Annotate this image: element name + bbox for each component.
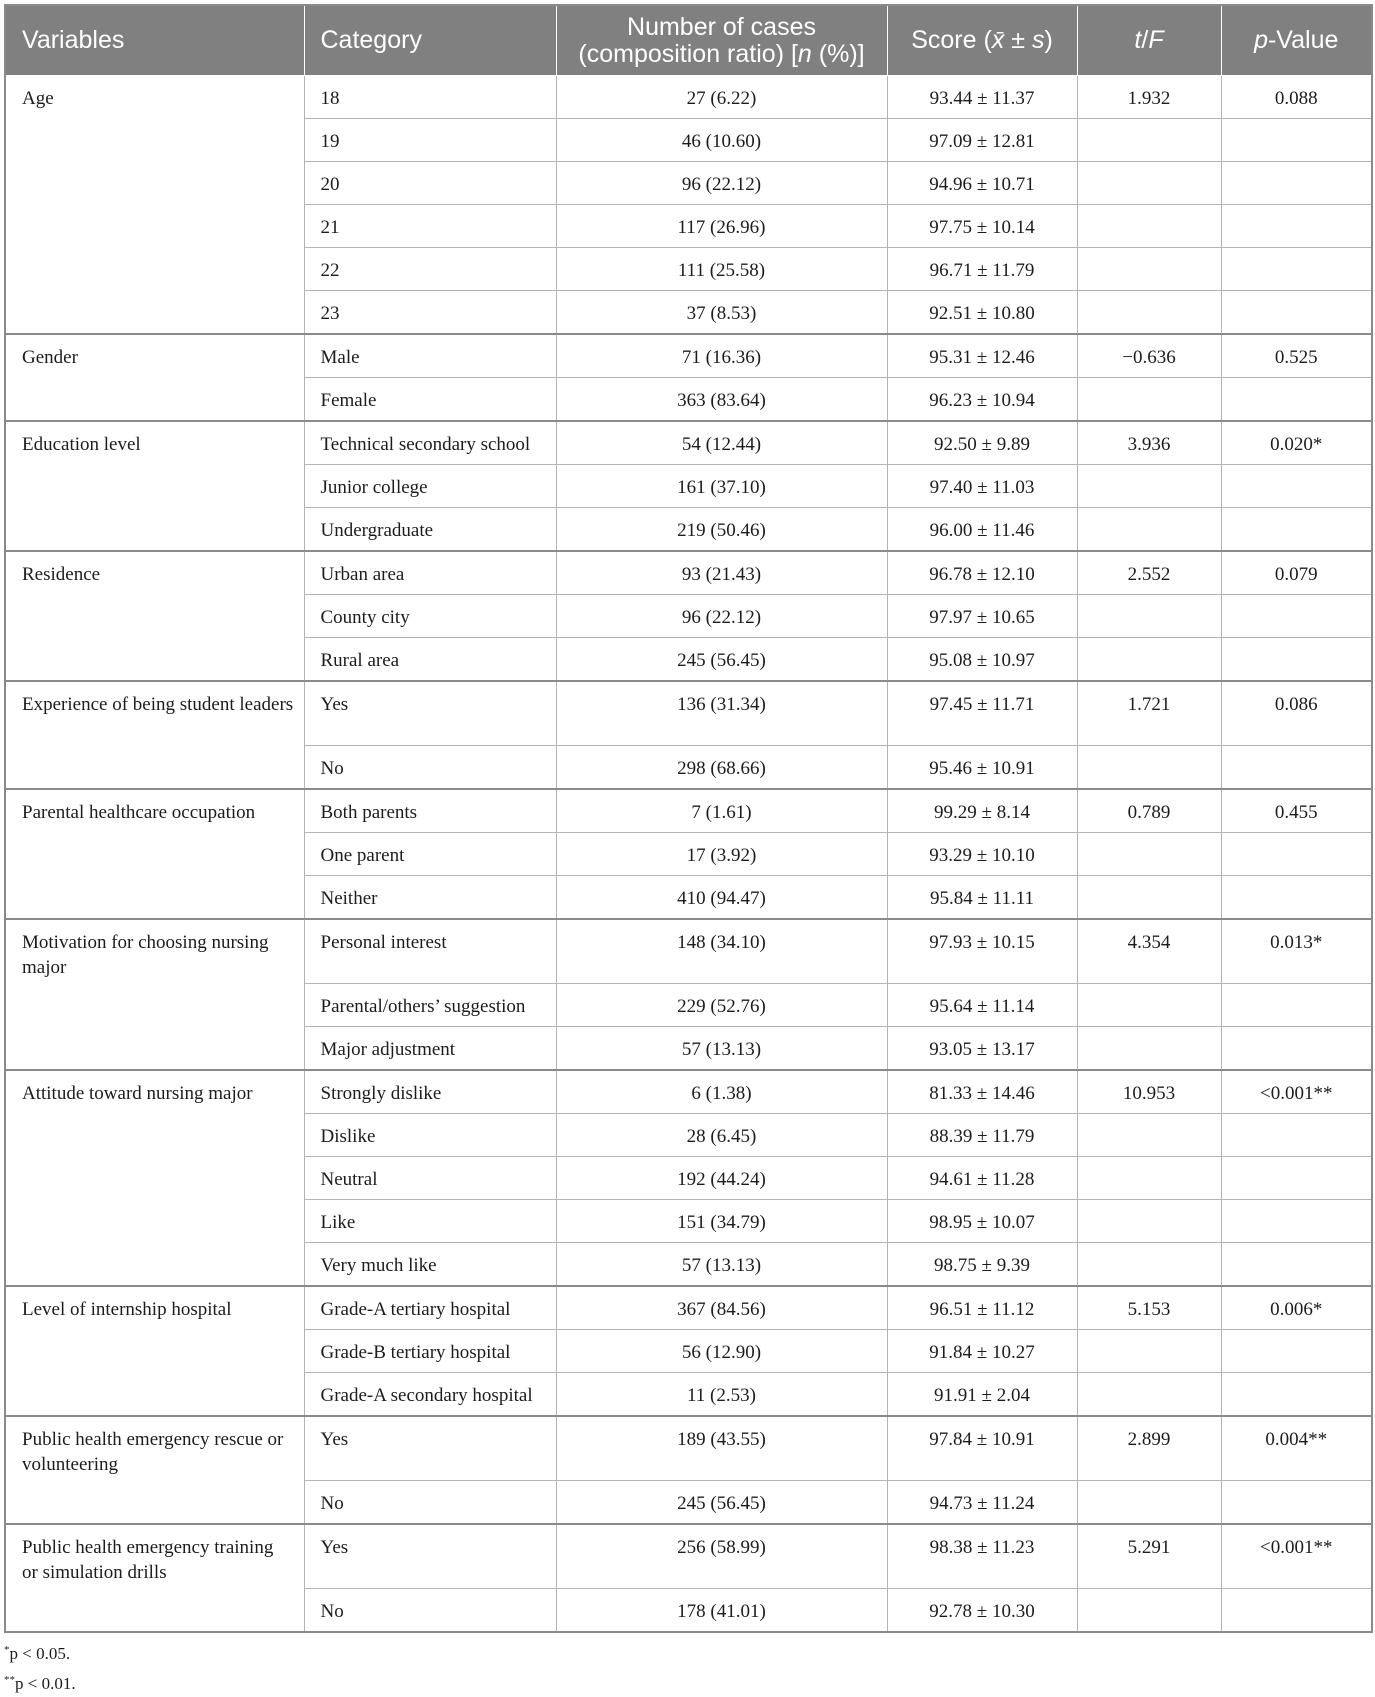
pvalue-cell (1221, 1481, 1372, 1525)
table-row (5, 551, 1372, 595)
cases-cell: 11 (2.53) (556, 1373, 887, 1417)
category-cell: Neutral (304, 1157, 556, 1200)
header-f: F (1148, 26, 1164, 54)
tf-cell (1077, 1114, 1221, 1157)
tf-cell (1077, 1200, 1221, 1243)
cases-cell: 256 (58.99) (556, 1524, 887, 1589)
pvalue-cell (1221, 465, 1372, 508)
tf-cell: 3.936 (1077, 421, 1221, 465)
cases-cell: 54 (12.44) (556, 421, 887, 465)
tf-cell (1077, 746, 1221, 790)
footnote-2-mark: ** (4, 1674, 15, 1686)
header-pvalue (1221, 5, 1372, 76)
score-cell: 81.33 ± 14.46 (887, 1070, 1077, 1114)
cases-cell: 245 (56.45) (556, 638, 887, 682)
table-row (5, 789, 1372, 833)
category-cell: 18 (304, 76, 556, 119)
table-row (5, 334, 1372, 378)
pvalue-cell (1221, 1157, 1372, 1200)
score-cell: 94.96 ± 10.71 (887, 162, 1077, 205)
tf-cell: 4.354 (1077, 919, 1221, 984)
tf-cell (1077, 162, 1221, 205)
score-cell: 94.73 ± 11.24 (887, 1481, 1077, 1525)
score-cell: 95.64 ± 11.14 (887, 984, 1077, 1027)
variable-cell: Experience of being student leaders (5, 681, 304, 789)
cases-cell: 57 (13.13) (556, 1243, 887, 1287)
table-row (5, 681, 1372, 746)
pvalue-cell (1221, 248, 1372, 291)
variable-cell: Residence (5, 551, 304, 681)
tf-cell (1077, 119, 1221, 162)
score-cell: 92.78 ± 10.30 (887, 1589, 1077, 1633)
category-cell: No (304, 1589, 556, 1633)
score-cell: 97.97 ± 10.65 (887, 595, 1077, 638)
pvalue-cell: 0.013* (1221, 919, 1372, 984)
tf-cell (1077, 1027, 1221, 1071)
category-cell: Yes (304, 681, 556, 746)
cases-cell: 229 (52.76) (556, 984, 887, 1027)
table-container (4, 4, 1371, 1697)
score-cell: 95.08 ± 10.97 (887, 638, 1077, 682)
cases-cell: 93 (21.43) (556, 551, 887, 595)
header-score-xbar: x̄ (991, 26, 1005, 54)
score-cell: 97.84 ± 10.91 (887, 1416, 1077, 1481)
variable-cell: Gender (5, 334, 304, 421)
header-score-post: ) (1044, 26, 1053, 54)
header-cases-line2-post: (%)] (811, 39, 865, 68)
category-cell: 21 (304, 205, 556, 248)
score-cell: 97.45 ± 11.71 (887, 681, 1077, 746)
header-slash: / (1141, 26, 1149, 54)
table-row (5, 919, 1372, 984)
cases-cell: 245 (56.45) (556, 1481, 887, 1525)
pvalue-cell: 0.020* (1221, 421, 1372, 465)
pvalue-cell: 0.006* (1221, 1286, 1372, 1330)
cases-cell: 178 (41.01) (556, 1589, 887, 1633)
category-cell: Grade-B tertiary hospital (304, 1330, 556, 1373)
pvalue-cell (1221, 595, 1372, 638)
score-cell: 96.51 ± 11.12 (887, 1286, 1077, 1330)
header-score-mid: ± (1004, 26, 1032, 54)
variable-cell: Age (5, 76, 304, 335)
tf-cell: −0.636 (1077, 334, 1221, 378)
cases-cell: 28 (6.45) (556, 1114, 887, 1157)
category-cell: 23 (304, 291, 556, 335)
header-cases-line2-pre: (composition ratio) [ (578, 39, 798, 68)
cases-cell: 219 (50.46) (556, 508, 887, 552)
header-cases-n: n (797, 39, 812, 68)
score-cell: 91.84 ± 10.27 (887, 1330, 1077, 1373)
category-cell: No (304, 1481, 556, 1525)
score-cell: 96.78 ± 12.10 (887, 551, 1077, 595)
category-cell: 20 (304, 162, 556, 205)
header-category: Category (304, 5, 556, 76)
header-p: p (1254, 26, 1268, 54)
variable-cell: Public health emergency training or simulation drills (5, 1524, 304, 1632)
pvalue-cell (1221, 1114, 1372, 1157)
cases-cell: 46 (10.60) (556, 119, 887, 162)
tf-cell: 2.552 (1077, 551, 1221, 595)
score-cell: 94.61 ± 11.28 (887, 1157, 1077, 1200)
header-tf (1077, 5, 1221, 76)
tf-cell (1077, 638, 1221, 682)
header-cases (556, 5, 887, 76)
tf-cell (1077, 378, 1221, 422)
tf-cell (1077, 595, 1221, 638)
pvalue-cell: 0.079 (1221, 551, 1372, 595)
pvalue-cell (1221, 1330, 1372, 1373)
cases-cell: 96 (22.12) (556, 162, 887, 205)
score-cell: 93.05 ± 13.17 (887, 1027, 1077, 1071)
footnote-2-text: p < 0.01. (15, 1674, 76, 1693)
footnote-1-mark: * (4, 1644, 10, 1656)
tf-cell (1077, 508, 1221, 552)
header-variables: Variables (5, 5, 304, 76)
score-cell: 92.50 ± 9.89 (887, 421, 1077, 465)
category-cell: Yes (304, 1524, 556, 1589)
pvalue-cell (1221, 833, 1372, 876)
variable-cell: Public health emergency rescue or volunteering (5, 1416, 304, 1524)
category-cell: Neither (304, 876, 556, 920)
cases-cell: 189 (43.55) (556, 1416, 887, 1481)
pvalue-cell (1221, 205, 1372, 248)
tf-cell (1077, 984, 1221, 1027)
cases-cell: 192 (44.24) (556, 1157, 887, 1200)
score-cell: 95.31 ± 12.46 (887, 334, 1077, 378)
category-cell: Very much like (304, 1243, 556, 1287)
cases-cell: 56 (12.90) (556, 1330, 887, 1373)
cases-cell: 17 (3.92) (556, 833, 887, 876)
variable-cell: Motivation for choosing nursing major (5, 919, 304, 1070)
cases-cell: 111 (25.58) (556, 248, 887, 291)
score-cell: 97.93 ± 10.15 (887, 919, 1077, 984)
pvalue-cell (1221, 876, 1372, 920)
tf-cell (1077, 833, 1221, 876)
category-cell: 22 (304, 248, 556, 291)
pvalue-cell (1221, 378, 1372, 422)
footnote-2 (4, 1667, 1371, 1697)
cases-cell: 7 (1.61) (556, 789, 887, 833)
cases-cell: 298 (68.66) (556, 746, 887, 790)
pvalue-cell (1221, 984, 1372, 1027)
tf-cell (1077, 248, 1221, 291)
cases-cell: 136 (31.34) (556, 681, 887, 746)
header-t: t (1134, 26, 1142, 54)
header-cases-line1: Number of cases (627, 12, 816, 41)
category-cell: Grade-A secondary hospital (304, 1373, 556, 1417)
cases-cell: 410 (94.47) (556, 876, 887, 920)
pvalue-cell: 0.088 (1221, 76, 1372, 119)
tf-cell: 1.721 (1077, 681, 1221, 746)
pvalue-cell: <0.001** (1221, 1524, 1372, 1589)
category-cell: No (304, 746, 556, 790)
tf-cell (1077, 1157, 1221, 1200)
cases-cell: 71 (16.36) (556, 334, 887, 378)
score-cell: 97.40 ± 11.03 (887, 465, 1077, 508)
footnote-1-text: p < 0.05. (9, 1644, 71, 1663)
cases-cell: 57 (13.13) (556, 1027, 887, 1071)
category-cell: Rural area (304, 638, 556, 682)
cases-cell: 27 (6.22) (556, 76, 887, 119)
tf-cell (1077, 291, 1221, 335)
score-cell: 95.46 ± 10.91 (887, 746, 1077, 790)
pvalue-cell: <0.001** (1221, 1070, 1372, 1114)
table-body (5, 76, 1372, 1633)
score-cell: 99.29 ± 8.14 (887, 789, 1077, 833)
cases-cell: 151 (34.79) (556, 1200, 887, 1243)
score-cell: 98.75 ± 9.39 (887, 1243, 1077, 1287)
tf-cell (1077, 1330, 1221, 1373)
pvalue-cell: 0.455 (1221, 789, 1372, 833)
score-cell: 97.09 ± 12.81 (887, 119, 1077, 162)
cases-cell: 148 (34.10) (556, 919, 887, 984)
table-header (5, 5, 1372, 76)
table-row (5, 1416, 1372, 1481)
cases-cell: 367 (84.56) (556, 1286, 887, 1330)
category-cell: Like (304, 1200, 556, 1243)
category-cell: Strongly dislike (304, 1070, 556, 1114)
category-cell: Dislike (304, 1114, 556, 1157)
footnote-1 (4, 1637, 1371, 1667)
score-cell: 92.51 ± 10.80 (887, 291, 1077, 335)
score-cell: 88.39 ± 11.79 (887, 1114, 1077, 1157)
header-row (5, 5, 1372, 76)
pvalue-cell: 0.004** (1221, 1416, 1372, 1481)
header-score (887, 5, 1077, 76)
category-cell: Yes (304, 1416, 556, 1481)
category-cell: Undergraduate (304, 508, 556, 552)
tf-cell: 1.932 (1077, 76, 1221, 119)
score-cell: 96.00 ± 11.46 (887, 508, 1077, 552)
category-cell: Male (304, 334, 556, 378)
cases-cell: 6 (1.38) (556, 1070, 887, 1114)
pvalue-cell: 0.086 (1221, 681, 1372, 746)
variable-cell: Education level (5, 421, 304, 551)
pvalue-cell (1221, 119, 1372, 162)
score-cell: 96.23 ± 10.94 (887, 378, 1077, 422)
cases-cell: 96 (22.12) (556, 595, 887, 638)
score-cell: 97.75 ± 10.14 (887, 205, 1077, 248)
table-row (5, 421, 1372, 465)
score-cell: 98.38 ± 11.23 (887, 1524, 1077, 1589)
category-cell: One parent (304, 833, 556, 876)
pvalue-cell (1221, 1373, 1372, 1417)
tf-cell (1077, 876, 1221, 920)
table-row (5, 76, 1372, 119)
score-cell: 93.44 ± 11.37 (887, 76, 1077, 119)
cases-cell: 363 (83.64) (556, 378, 887, 422)
table-row (5, 1070, 1372, 1114)
category-cell: Technical secondary school (304, 421, 556, 465)
tf-cell: 0.789 (1077, 789, 1221, 833)
pvalue-cell (1221, 746, 1372, 790)
tf-cell (1077, 1589, 1221, 1633)
header-score-s: s (1031, 26, 1045, 54)
footnotes (4, 1637, 1371, 1697)
category-cell: Personal interest (304, 919, 556, 984)
category-cell: 19 (304, 119, 556, 162)
header-score-pre: Score ( (911, 26, 992, 54)
tf-cell: 2.899 (1077, 1416, 1221, 1481)
variable-cell: Level of internship hospital (5, 1286, 304, 1416)
pvalue-cell (1221, 638, 1372, 682)
pvalue-cell (1221, 508, 1372, 552)
results-table (4, 4, 1373, 1633)
category-cell: Major adjustment (304, 1027, 556, 1071)
score-cell: 98.95 ± 10.07 (887, 1200, 1077, 1243)
header-pvalue-post: -Value (1267, 26, 1339, 54)
pvalue-cell (1221, 1589, 1372, 1633)
score-cell: 91.91 ± 2.04 (887, 1373, 1077, 1417)
tf-cell (1077, 1373, 1221, 1417)
category-cell: Grade-A tertiary hospital (304, 1286, 556, 1330)
pvalue-cell (1221, 291, 1372, 335)
cases-cell: 161 (37.10) (556, 465, 887, 508)
category-cell: Urban area (304, 551, 556, 595)
table-row (5, 1524, 1372, 1589)
table-row (5, 1286, 1372, 1330)
tf-cell (1077, 465, 1221, 508)
tf-cell: 10.953 (1077, 1070, 1221, 1114)
category-cell: Both parents (304, 789, 556, 833)
score-cell: 93.29 ± 10.10 (887, 833, 1077, 876)
pvalue-cell (1221, 162, 1372, 205)
pvalue-cell (1221, 1027, 1372, 1071)
score-cell: 96.71 ± 11.79 (887, 248, 1077, 291)
variable-cell: Parental healthcare occupation (5, 789, 304, 919)
tf-cell (1077, 1243, 1221, 1287)
tf-cell: 5.291 (1077, 1524, 1221, 1589)
tf-cell (1077, 1481, 1221, 1525)
pvalue-cell: 0.525 (1221, 334, 1372, 378)
tf-cell: 5.153 (1077, 1286, 1221, 1330)
category-cell: Parental/others’ suggestion (304, 984, 556, 1027)
category-cell: Junior college (304, 465, 556, 508)
category-cell: Female (304, 378, 556, 422)
category-cell: County city (304, 595, 556, 638)
pvalue-cell (1221, 1200, 1372, 1243)
score-cell: 95.84 ± 11.11 (887, 876, 1077, 920)
cases-cell: 117 (26.96) (556, 205, 887, 248)
tf-cell (1077, 205, 1221, 248)
variable-cell: Attitude toward nursing major (5, 1070, 304, 1286)
cases-cell: 37 (8.53) (556, 291, 887, 335)
pvalue-cell (1221, 1243, 1372, 1287)
